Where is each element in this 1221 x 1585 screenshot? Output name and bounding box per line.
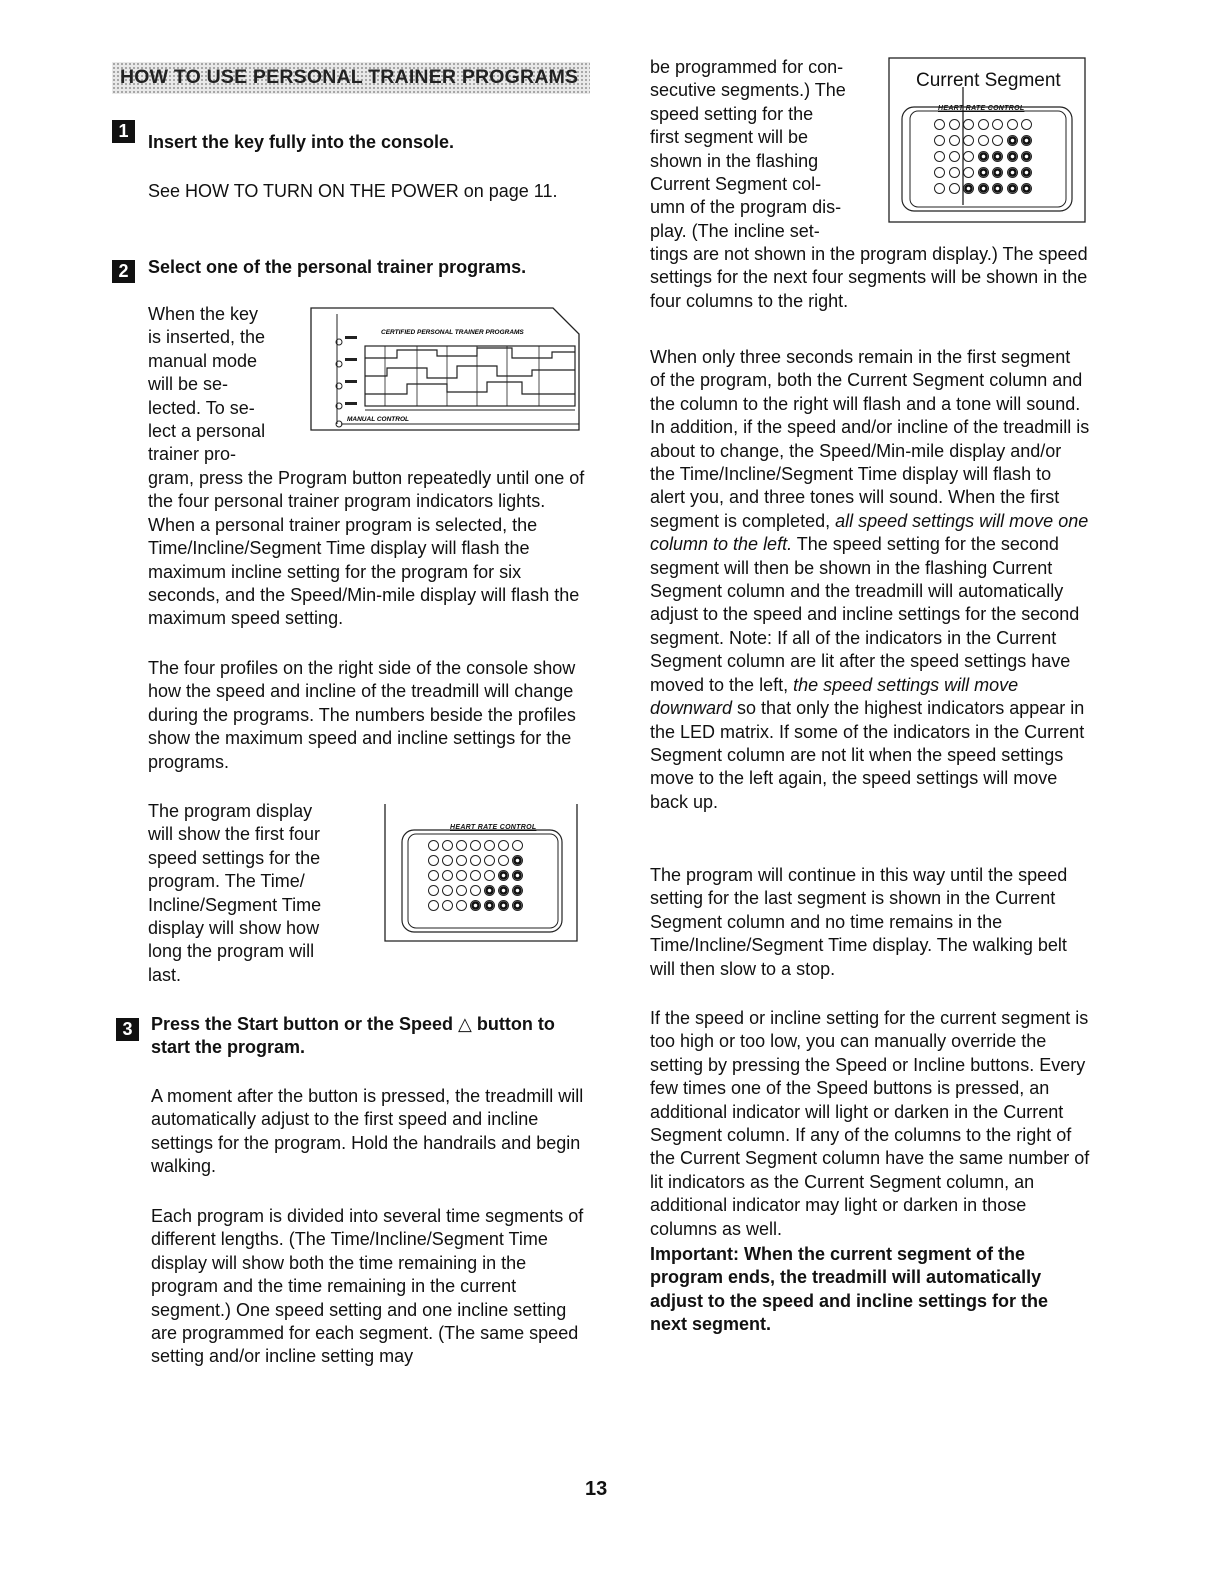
led-unlit	[484, 840, 495, 851]
text-line: umn of the program dis-	[650, 197, 842, 218]
led-unlit	[442, 900, 453, 911]
console-footer-label: MANUAL CONTROL	[347, 416, 409, 423]
text-line: be programmed for con-	[650, 57, 844, 77]
page-number: 13	[585, 1478, 608, 1500]
led-unlit	[470, 885, 481, 896]
led-unlit	[963, 119, 974, 130]
step-2-wrap-text	[148, 303, 298, 467]
led-unlit	[428, 900, 439, 911]
led-unlit	[978, 135, 989, 146]
step-3-paragraph-1: A moment after the button is pressed, the treadmill will automatically adjust to the first speed and incline settings for the program. Hold the handrails and begin walking.	[151, 1086, 584, 1177]
led-unlit	[428, 840, 439, 851]
led-unlit	[456, 900, 467, 911]
led-unlit	[992, 135, 1003, 146]
led-lit	[512, 885, 523, 896]
led-unlit	[949, 119, 960, 130]
led-unlit	[498, 855, 509, 866]
led-unlit	[456, 840, 467, 851]
led-unlit	[512, 840, 523, 851]
text-line: When the key	[148, 304, 259, 324]
led-unlit	[934, 183, 945, 194]
led-unlit	[442, 870, 453, 881]
led-unlit	[470, 870, 481, 881]
text-line: manual mode	[148, 350, 258, 371]
step-3-number: 3	[116, 1018, 139, 1041]
led-lit	[1021, 135, 1032, 146]
text-line: Current Segment col-	[650, 174, 822, 195]
led-unlit	[949, 167, 960, 178]
led-unlit	[992, 119, 1003, 130]
console-profile-figure	[307, 306, 585, 442]
led-unlit	[498, 840, 509, 851]
led-lit	[1007, 183, 1018, 194]
right-paragraph-1-wrap	[650, 56, 880, 243]
text-line: first segment will be	[650, 127, 809, 148]
step-1-heading: Insert the key fully into the console.	[148, 132, 455, 152]
led-unlit	[428, 855, 439, 866]
led-lit	[963, 183, 974, 194]
led-matrix	[428, 840, 526, 911]
led-unlit	[934, 151, 945, 162]
text-span: The speed setting for the second segment will then be shown in the flashing Current Segment column and the treadmill will automatically adjust to the speed and incline settings for the second segment. Note: If all of the indicators in the Current Segment column are lit after the speed settings have moved to the left,	[650, 534, 1080, 695]
led-unlit	[949, 135, 960, 146]
led-lit	[1007, 167, 1018, 178]
led-lit	[512, 855, 523, 866]
step-2-paragraph-2: The four profiles on the right side of the console show how the speed and incline of the treadmill will change during the programs. The numbers beside the profiles show the maximum speed and incline settings for the programs.	[148, 658, 576, 772]
led-lit	[978, 167, 989, 178]
emphasis-text: the speed settings will move downward	[650, 674, 1019, 719]
text-line: program. The Time/	[148, 871, 305, 892]
led-unlit	[428, 885, 439, 896]
step-3-heading-line-2: start the program.	[151, 1037, 306, 1058]
led-lit	[484, 885, 495, 896]
text-line: lect a personal	[148, 421, 266, 442]
led-lit	[1021, 183, 1032, 194]
led-unlit	[456, 870, 467, 881]
right-paragraph-4: If the speed or incline setting for the current segment is too high or too low, you can manually override the setting by pressing the Speed or Incline buttons. Every few times one of the Speed buttons is pressed, an additional indicator will light or darken in the Current Segment column. If any of the columns to the right of the Current Segment column have the same number of lit indicators as the Current Segment column, an additional indicator may light or darken in those columns as well.	[650, 1008, 1090, 1239]
text-line: The program display	[148, 801, 313, 821]
text-line: play. (The incline set-	[650, 220, 820, 241]
step-2-number: 2	[112, 260, 135, 283]
text-span: so that only the highest indicators appear in the LED matrix. If some of the indicators in the Current Segment column are not lit when the speed settings move to the left again, the speed settings will move back up.	[650, 698, 1085, 812]
text-line: will be se-	[148, 374, 229, 395]
text-line: speed setting for the	[650, 103, 814, 124]
led-unlit	[470, 855, 481, 866]
led-unlit	[456, 855, 467, 866]
text-line: speed settings for the	[148, 847, 321, 868]
led-lit	[1007, 135, 1018, 146]
led-lit	[498, 870, 509, 881]
step-3-heading	[151, 1013, 555, 1060]
led-lit	[992, 167, 1003, 178]
led-unlit	[949, 151, 960, 162]
matrix-label: HEART RATE CONTROL	[450, 824, 537, 831]
step-1-number: 1	[112, 120, 135, 143]
step-1-text: See HOW TO TURN ON THE POWER on page 11.	[148, 181, 558, 201]
led-lit	[498, 900, 509, 911]
led-unlit	[934, 167, 945, 178]
current-segment-matrix-label: HEART RATE CONTROL	[938, 105, 1025, 112]
current-segment-led-matrix	[934, 119, 1036, 194]
text-line: shown in the flashing	[650, 150, 819, 171]
led-lit	[1021, 167, 1032, 178]
step-3-heading-line-1: Press the Start button or the Speed △ button to	[151, 1014, 555, 1034]
led-lit	[992, 151, 1003, 162]
current-segment-figure	[888, 57, 1086, 223]
text-line: secutive segments.) The	[650, 80, 846, 101]
led-lit	[1021, 151, 1032, 162]
led-lit	[978, 151, 989, 162]
led-unlit	[934, 135, 945, 146]
program-display-figure	[384, 804, 578, 942]
text-line: will show the first four	[148, 824, 321, 845]
text-line: lected. To se-	[148, 397, 255, 418]
led-unlit	[934, 119, 945, 130]
text-line: is inserted, the	[148, 327, 266, 348]
led-lit	[978, 183, 989, 194]
led-lit	[512, 900, 523, 911]
led-unlit	[442, 885, 453, 896]
step-2-paragraph-3	[148, 800, 368, 987]
led-lit	[484, 900, 495, 911]
step-3-paragraph-2: Each program is divided into several time segments of different lengths. (The Time/Incline/Segment Time display will show both the time remaining in the program and the time remaining in the current segment.) One speed setting and one incline setting are programmed for each segment. (The same speed setting and/or incline setting may	[151, 1206, 584, 1367]
step-2-heading: Select one of the personal trainer programs.	[148, 257, 527, 277]
led-unlit	[1021, 119, 1032, 130]
led-unlit	[442, 855, 453, 866]
led-unlit	[963, 167, 974, 178]
led-lit	[512, 870, 523, 881]
text-line: display will show how	[148, 918, 320, 939]
led-unlit	[456, 885, 467, 896]
led-unlit	[949, 183, 960, 194]
text-line: Incline/Segment Time	[148, 894, 322, 915]
led-unlit	[428, 870, 439, 881]
section-title: HOW TO USE PERSONAL TRAINER PROGRAMS	[120, 66, 579, 88]
section-title-bar	[112, 62, 590, 94]
led-unlit	[1007, 119, 1018, 130]
console-header-label: CERTIFIED PERSONAL TRAINER PROGRAMS	[381, 329, 524, 336]
led-unlit	[978, 119, 989, 130]
text-span: When only three seconds remain in the first segment of the program, both the Current Segment column and the column to the right will flash and a tone will sound. In addition, if the speed and/or incline of the treadmill is about to change, the Speed/Min-mile display and/or the Time/Incline/Segment Time display will flash to alert you, and three tones will sound. When the first segment is completed,	[650, 347, 1090, 531]
led-lit	[1007, 151, 1018, 162]
text-line: long the program will	[148, 941, 315, 962]
led-lit	[470, 900, 481, 911]
text-line: trainer pro-	[148, 444, 237, 465]
led-unlit	[484, 855, 495, 866]
led-lit	[992, 183, 1003, 194]
led-unlit	[470, 840, 481, 851]
emphasis-text: all speed settings will move one column to the left.	[650, 510, 1089, 555]
right-paragraph-3: The program will continue in this way until the speed setting for the last segment is shown in the Current Segment column and no time remains in the Time/Incline/Segment Time display. The walking belt will then slow to a stop.	[650, 865, 1068, 979]
current-segment-title: Current Segment	[916, 70, 1061, 91]
important-note: Important: When the current segment of the program ends, the treadmill will automatically adjust to the speed and incline settings for the next segment.	[650, 1244, 1049, 1335]
led-lit	[498, 885, 509, 896]
led-unlit	[963, 135, 974, 146]
step-2-paragraph-1: gram, press the Program button repeatedly until one of the four personal trainer program indicators lights. When a personal trainer program is selected, the Time/Incline/Segment Time display will flash the maximum incline setting for the program for six seconds, and the Speed/Min-mile display will flash the maximum speed setting.	[148, 468, 585, 629]
led-unlit	[442, 840, 453, 851]
led-unlit	[484, 870, 495, 881]
text-line: last.	[148, 964, 182, 985]
led-unlit	[963, 151, 974, 162]
right-paragraph-1-rest: tings are not shown in the program display.) The speed settings for the next four segments will be shown in the four columns to the right.	[650, 244, 1088, 311]
right-paragraph-2	[650, 346, 1090, 814]
